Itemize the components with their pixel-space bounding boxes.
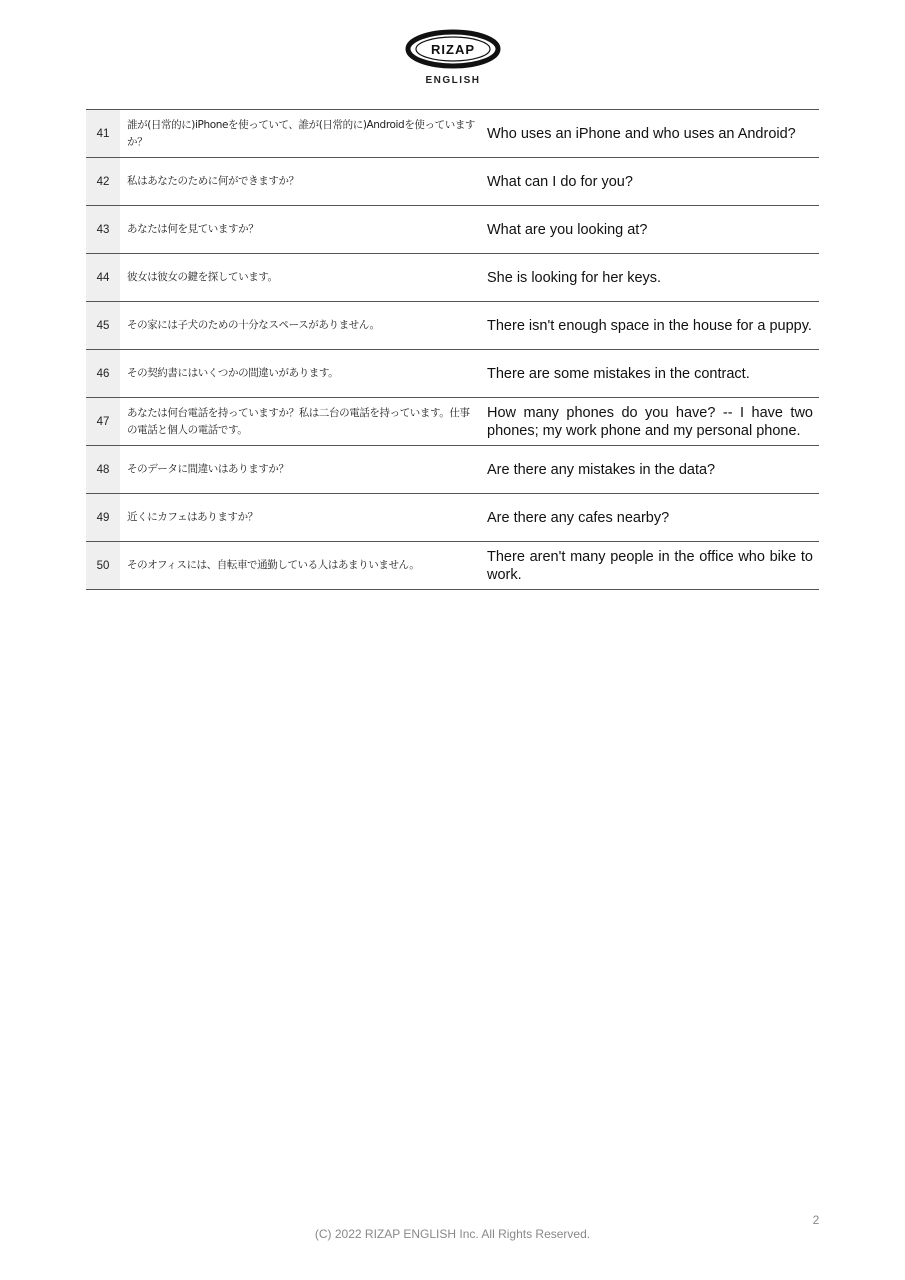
row-number: 50	[86, 542, 120, 590]
japanese-sentence: あなたは何を見ていますか？	[120, 206, 479, 254]
row-number: 43	[86, 206, 120, 254]
table-row	[86, 158, 819, 206]
page-number: 2	[812, 1213, 820, 1227]
table-row	[86, 254, 819, 302]
phrase-table	[86, 109, 819, 590]
japanese-sentence: 私はあなたのために何ができますか？	[120, 158, 479, 206]
row-number: 46	[86, 350, 120, 398]
japanese-sentence: 誰が(日常的に)iPhoneを使っていて、誰が(日常的に)Androidを使っていますか？	[120, 110, 479, 158]
english-sentence: Are there any cafes nearby?	[479, 494, 819, 542]
japanese-sentence: その家には子犬のための十分なスペースがありません。	[120, 302, 479, 350]
japanese-sentence: あなたは何台電話を持っていますか？私は二台の電話を持っています。仕事の電話と個人の電話です。	[120, 398, 479, 446]
english-sentence: Are there any mistakes in the data?	[479, 446, 819, 494]
english-sentence: How many phones do you have? -- I have two phones; my work phone and my personal phone.	[479, 398, 819, 446]
english-sentence: There isn't enough space in the house for a puppy.	[479, 302, 819, 350]
english-sentence: What can I do for you?	[479, 158, 819, 206]
japanese-sentence: 近くにカフェはありますか？	[120, 494, 479, 542]
row-number: 49	[86, 494, 120, 542]
table-row	[86, 446, 819, 494]
table-row	[86, 398, 819, 446]
english-sentence: Who uses an iPhone and who uses an Android?	[479, 110, 819, 158]
row-number: 48	[86, 446, 120, 494]
japanese-sentence: その契約書にはいくつかの間違いがあります。	[120, 350, 479, 398]
row-number: 45	[86, 302, 120, 350]
table-row	[86, 110, 819, 158]
japanese-sentence: そのデータに間違いはありますか？	[120, 446, 479, 494]
table-row	[86, 494, 819, 542]
row-number: 41	[86, 110, 120, 158]
logo-text: RIZAP	[431, 42, 475, 57]
table-row	[86, 206, 819, 254]
table-row	[86, 350, 819, 398]
copyright-notice: (C) 2022 RIZAP ENGLISH Inc. All Rights Reserved.	[314, 1227, 591, 1241]
english-sentence: There aren't many people in the office who bike to work.	[479, 542, 819, 590]
row-number: 47	[86, 398, 120, 446]
japanese-sentence: そのオフィスには、自転車で通勤している人はあまりいません。	[120, 542, 479, 590]
rizap-english-logo	[403, 26, 503, 90]
japanese-sentence: 彼女は彼女の鍵を探しています。	[120, 254, 479, 302]
english-sentence: What are you looking at?	[479, 206, 819, 254]
row-number: 44	[86, 254, 120, 302]
rizap-logo-mark	[403, 26, 503, 72]
table-row	[86, 302, 819, 350]
table-row	[86, 542, 819, 590]
logo-subtext: ENGLISH	[425, 75, 481, 86]
english-sentence: She is looking for her keys.	[479, 254, 819, 302]
english-sentence: There are some mistakes in the contract.	[479, 350, 819, 398]
row-number: 42	[86, 158, 120, 206]
